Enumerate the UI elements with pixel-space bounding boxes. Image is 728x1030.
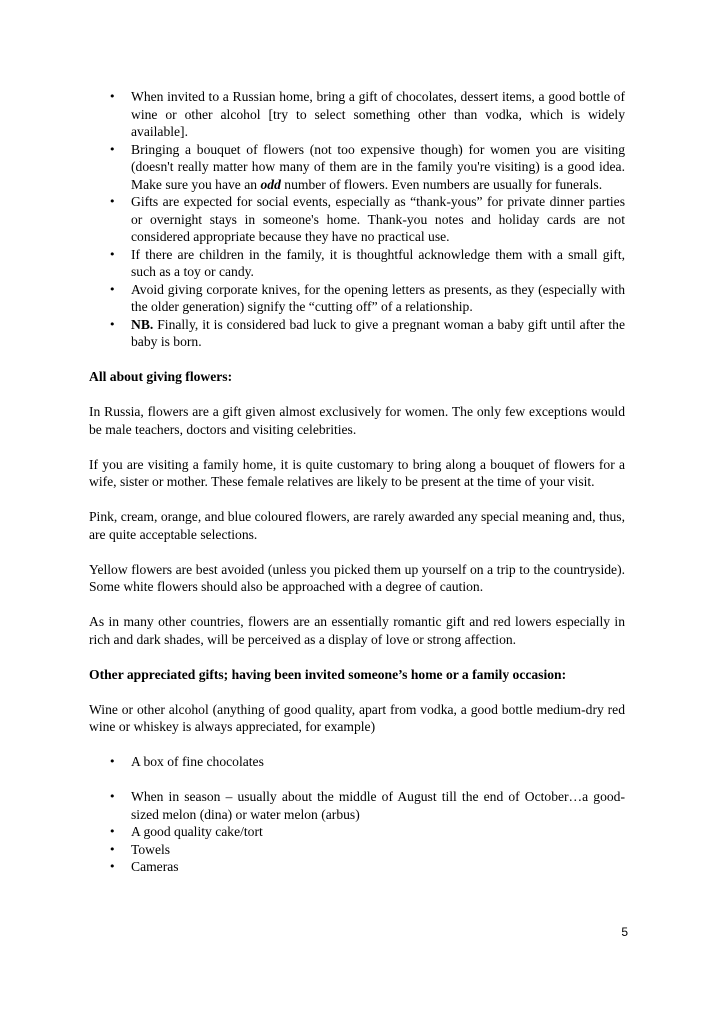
list-item (89, 281, 625, 316)
section-heading-gifts: Other appreciated gifts; having been invited someone’s home or a family occasion: (89, 666, 567, 682)
list-item-text: Avoid giving corporate knives, for the opening letters as presents, as they (especially with the older generation) signify the “cutting off” of a relationship. (131, 281, 625, 314)
list-item (89, 88, 625, 141)
list-item (89, 753, 625, 771)
emphasis-odd: odd (260, 176, 281, 192)
list-item (89, 841, 625, 859)
list-item-text: A box of fine chocolates (131, 754, 264, 769)
paragraph: As in many other countries, flowers are an essentially romantic gift and red lowers especially in rich and dark shades, will be perceived as a display of love or strong affection. (89, 614, 625, 647)
list-item (89, 246, 625, 281)
list-item-text: Finally, it is considered bad luck to give a pregnant woman a baby gift until after the baby is born. (131, 316, 625, 349)
list-item (89, 823, 625, 841)
list-item (89, 316, 625, 351)
list-item-text: Cameras (131, 859, 179, 874)
list-item-text: Gifts are expected for social events, especially as “thank-yous” for private dinner parties or overnight stays in someone's home. Thank-you notes and holiday cards are not considered appropriate because they have no practical use. (131, 194, 625, 244)
list-item (89, 858, 625, 876)
paragraph: Pink, cream, orange, and blue coloured flowers, are rarely awarded any special meaning and, thus, are quite acceptable selections. (89, 509, 625, 542)
list-item (89, 141, 625, 194)
page-content (89, 88, 625, 876)
page-number: 5 (621, 925, 628, 939)
list-item-text: Towels (131, 841, 171, 857)
paragraph: If you are visiting a family home, it is quite customary to bring along a bouquet of flowers for a wife, sister or mother. These female relatives are likely to be present at the time of your visit. (89, 456, 625, 489)
gifts-list-single (89, 753, 625, 771)
paragraph: Wine or other alcohol (anything of good quality, apart from vodka, a good bottle medium-dry red wine or whiskey is always appreciated, for example) (89, 701, 625, 734)
list-item-text: If there are children in the family, it is thoughtful acknowledge them with a small gift, such as a toy or candy. (131, 246, 625, 279)
list-item-text: Bringing a bouquet of flowers (not too expensive though) for women you are visiting (doesn't really matter how many of them are in the family you're visiting) is a good idea. Make sure you have an (131, 141, 625, 192)
gifts-list (89, 788, 625, 876)
list-item (89, 193, 625, 246)
etiquette-list (89, 88, 625, 351)
list-item-text: A good quality cake/tort (131, 824, 263, 839)
paragraph: In Russia, flowers are a gift given almost exclusively for women. The only few exceptions would be male teachers, doctors and visiting celebrities. (89, 404, 625, 437)
paragraph: Yellow flowers are best avoided (unless you picked them up yourself on a trip to the countryside). Some white flowers should also be approached with a degree of caution. (89, 561, 625, 594)
list-item-text: When in season – usually about the middle of August till the end of October…a good-sized melon (dina) or water melon (arbus) (131, 789, 625, 822)
nb-label: NB. (131, 316, 154, 332)
list-item-text: When invited to a Russian home, bring a gift of chocolates, dessert items, a good bottle of wine or other alcohol [try to select something other than vodka, which is widely available]. (131, 89, 625, 139)
list-item-text: number of flowers. Even numbers are usually for funerals. (284, 176, 603, 192)
list-item (89, 788, 625, 823)
section-heading-flowers: All about giving flowers: (89, 369, 233, 384)
